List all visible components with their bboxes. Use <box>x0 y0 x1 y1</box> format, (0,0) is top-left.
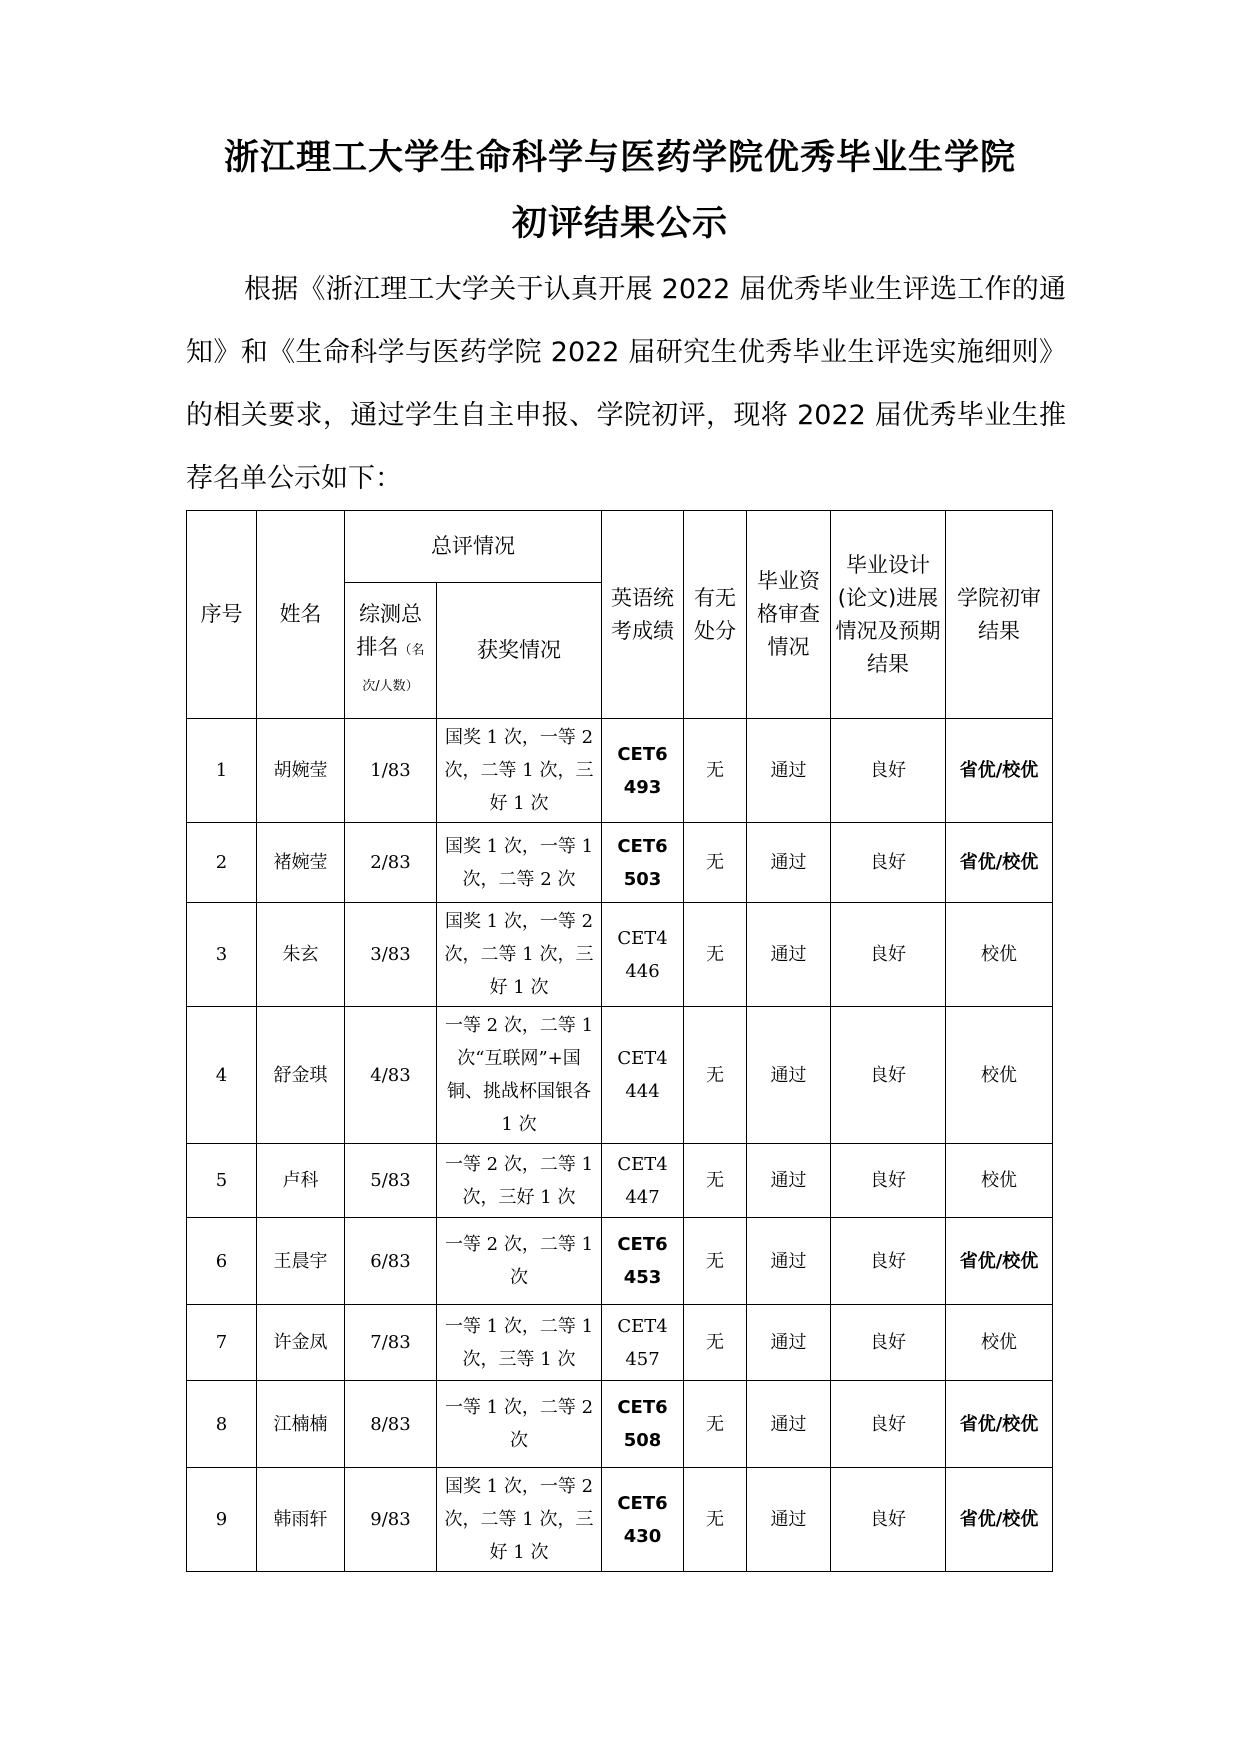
document-title-line2: 初评结果公示 <box>511 204 728 244</box>
thesis-cell: 良好 <box>831 823 946 903</box>
english-cell: CET6 453 <box>602 1218 684 1305</box>
results-table <box>186 510 1053 1572</box>
qualify-cell: 通过 <box>747 719 831 823</box>
thesis-cell: 良好 <box>831 903 946 1007</box>
result-cell: 省优/校优 <box>946 1381 1053 1468</box>
thesis-cell: 良好 <box>831 1007 946 1144</box>
header-rank-note: （名次/人数） <box>362 643 425 694</box>
awards-cell: 一等 2 次，二等 1 次，三好 1 次 <box>437 1144 602 1218</box>
table-row <box>187 823 1053 903</box>
header-awards: 获奖情况 <box>437 583 602 719</box>
result-cell: 省优/校优 <box>946 823 1053 903</box>
punish-cell: 无 <box>684 823 747 903</box>
name-cell: 卢科 <box>257 1144 345 1218</box>
awards-cell: 国奖 1 次，一等 2 次，二等 1 次，三好 1 次 <box>437 1468 602 1572</box>
qualify-cell: 通过 <box>747 1305 831 1381</box>
header-seq: 序号 <box>187 511 257 719</box>
rank-cell: 5/83 <box>345 1144 437 1218</box>
table-row <box>187 1468 1053 1572</box>
thesis-cell: 良好 <box>831 1218 946 1305</box>
punish-cell: 无 <box>684 1468 747 1572</box>
punish-cell: 无 <box>684 719 747 823</box>
name-cell: 许金凤 <box>257 1305 345 1381</box>
thesis-cell: 良好 <box>831 1381 946 1468</box>
name-cell: 舒金琪 <box>257 1007 345 1144</box>
table-row <box>187 1218 1053 1305</box>
header-result: 学院初审结果 <box>946 511 1053 719</box>
seq-cell: 2 <box>187 823 257 903</box>
english-cell: CET6 430 <box>602 1468 684 1572</box>
result-cell: 校优 <box>946 1007 1053 1144</box>
rank-cell: 3/83 <box>345 903 437 1007</box>
seq-cell: 3 <box>187 903 257 1007</box>
rank-cell: 4/83 <box>345 1007 437 1144</box>
seq-cell: 7 <box>187 1305 257 1381</box>
punish-cell: 无 <box>684 903 747 1007</box>
seq-cell: 6 <box>187 1218 257 1305</box>
header-punish: 有无处分 <box>684 511 747 719</box>
result-cell: 省优/校优 <box>946 719 1053 823</box>
english-cell: CET6 493 <box>602 719 684 823</box>
awards-cell: 国奖 1 次，一等 1 次，二等 2 次 <box>437 823 602 903</box>
intro-paragraph: 根据《浙江理工大学关于认真开展 2022 届优秀毕业生评选工作的通知》和《生命科学与医药学院 2022 届研究生优秀毕业生评选实施细则》的相关要求，通过学生自主申报、学院初评，现将 2022 届优秀毕业生推荐名单公示如下： <box>186 274 1066 494</box>
header-qualify: 毕业资格审查情况 <box>747 511 831 719</box>
qualify-cell: 通过 <box>747 903 831 1007</box>
awards-cell: 国奖 1 次，一等 2 次，二等 1 次，三好 1 次 <box>437 903 602 1007</box>
seq-cell: 9 <box>187 1468 257 1572</box>
table-row <box>187 719 1053 823</box>
document-title-line1: 浙江理工大学生命科学与医药学院优秀毕业生学院 <box>223 138 1016 178</box>
name-cell: 褚婉莹 <box>257 823 345 903</box>
seq-cell: 5 <box>187 1144 257 1218</box>
rank-cell: 2/83 <box>345 823 437 903</box>
result-cell: 校优 <box>946 1305 1053 1381</box>
qualify-cell: 通过 <box>747 1468 831 1572</box>
awards-cell: 一等 2 次，二等 1 次 <box>437 1218 602 1305</box>
punish-cell: 无 <box>684 1218 747 1305</box>
punish-cell: 无 <box>684 1305 747 1381</box>
qualify-cell: 通过 <box>747 1144 831 1218</box>
punish-cell: 无 <box>684 1381 747 1468</box>
awards-cell: 一等 2 次，二等 1 次“互联网”+国铜、挑战杯国银各 1 次 <box>437 1007 602 1144</box>
name-cell: 胡婉莹 <box>257 719 345 823</box>
punish-cell: 无 <box>684 1144 747 1218</box>
rank-cell: 1/83 <box>345 719 437 823</box>
table-row <box>187 1007 1053 1144</box>
qualify-cell: 通过 <box>747 823 831 903</box>
rank-cell: 6/83 <box>345 1218 437 1305</box>
name-cell: 王晨宇 <box>257 1218 345 1305</box>
awards-cell: 一等 1 次，二等 2 次 <box>437 1381 602 1468</box>
qualify-cell: 通过 <box>747 1218 831 1305</box>
rank-cell: 8/83 <box>345 1381 437 1468</box>
table-row <box>187 1381 1053 1468</box>
english-cell: CET6 508 <box>602 1381 684 1468</box>
header-thesis: 毕业设计(论文)进展情况及预期结果 <box>831 511 946 719</box>
rank-cell: 7/83 <box>345 1305 437 1381</box>
table-row <box>187 1305 1053 1381</box>
qualify-cell: 通过 <box>747 1381 831 1468</box>
english-cell: CET4 457 <box>602 1305 684 1381</box>
header-name: 姓名 <box>257 511 345 719</box>
seq-cell: 4 <box>187 1007 257 1144</box>
english-cell: CET4 446 <box>602 903 684 1007</box>
name-cell: 韩雨轩 <box>257 1468 345 1572</box>
table-row <box>187 1144 1053 1218</box>
header-overall: 总评情况 <box>345 511 602 583</box>
table-row <box>187 903 1053 1007</box>
awards-cell: 一等 1 次，二等 1 次，三等 1 次 <box>437 1305 602 1381</box>
qualify-cell: 通过 <box>747 1007 831 1144</box>
thesis-cell: 良好 <box>831 1144 946 1218</box>
header-rank: 综测总排名（名次/人数） <box>345 583 437 719</box>
awards-cell: 国奖 1 次，一等 2 次，二等 1 次，三好 1 次 <box>437 719 602 823</box>
seq-cell: 1 <box>187 719 257 823</box>
name-cell: 江楠楠 <box>257 1381 345 1468</box>
rank-cell: 9/83 <box>345 1468 437 1572</box>
result-cell: 省优/校优 <box>946 1218 1053 1305</box>
english-cell: CET4 444 <box>602 1007 684 1144</box>
thesis-cell: 良好 <box>831 719 946 823</box>
result-cell: 省优/校优 <box>946 1468 1053 1572</box>
header-english: 英语统考成绩 <box>602 511 684 719</box>
punish-cell: 无 <box>684 1007 747 1144</box>
english-cell: CET6 503 <box>602 823 684 903</box>
result-cell: 校优 <box>946 1144 1053 1218</box>
name-cell: 朱玄 <box>257 903 345 1007</box>
seq-cell: 8 <box>187 1381 257 1468</box>
thesis-cell: 良好 <box>831 1305 946 1381</box>
english-cell: CET4 447 <box>602 1144 684 1218</box>
thesis-cell: 良好 <box>831 1468 946 1572</box>
result-cell: 校优 <box>946 903 1053 1007</box>
